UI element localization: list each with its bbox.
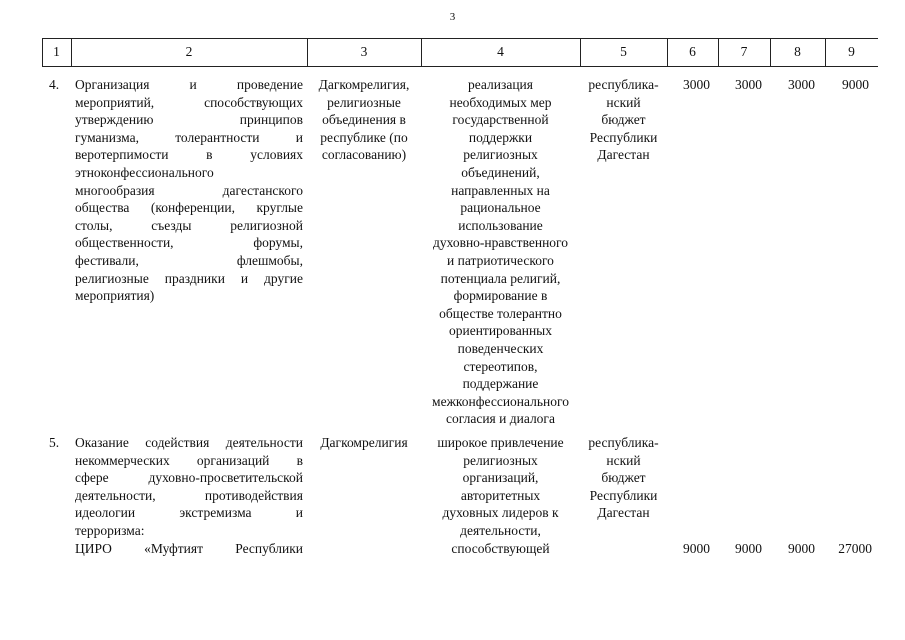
- text-line: ориентированных: [448, 323, 553, 339]
- text-line: гуманизма, толерантности и: [75, 129, 303, 145]
- text-line: рациональное: [460, 200, 541, 216]
- executor: [309, 434, 419, 452]
- text-line: религиозных: [463, 452, 538, 468]
- text-line: поведенческих: [457, 340, 544, 356]
- text-line: Дагкомрелигия: [320, 435, 408, 450]
- amount-cell: 9000: [735, 541, 762, 556]
- amount-cell: 9000: [683, 541, 710, 556]
- text-line: необходимых мер: [449, 94, 552, 110]
- text-line: межконфессионального: [432, 393, 569, 409]
- text-line: Республики: [589, 487, 658, 503]
- text-line: республике (по: [320, 129, 408, 145]
- text-line: организаций,: [462, 470, 539, 486]
- text-line: формирование в: [453, 288, 548, 304]
- header-cell: 8: [794, 44, 801, 59]
- text-line: Дагестан: [597, 147, 650, 163]
- executor: [309, 76, 419, 164]
- amount-cell: 9000: [842, 77, 869, 92]
- text-line: идеологии экстремизма и: [75, 505, 303, 521]
- text-line: религиозные: [327, 94, 401, 110]
- text-line: религиозные праздники и другие: [75, 270, 303, 286]
- expected-result: [421, 76, 580, 428]
- text-line: нский: [606, 94, 641, 110]
- text-line: мероприятия): [75, 288, 155, 304]
- text-line: бюджет: [601, 470, 646, 486]
- text-line: республика-: [588, 77, 659, 92]
- text-line: фестивали, флешмобы,: [75, 252, 303, 268]
- activity-description: [75, 76, 303, 305]
- text-line: терроризма:: [75, 522, 145, 538]
- text-line: нский: [606, 452, 641, 468]
- header-cell: 9: [848, 44, 855, 59]
- text-line: согласия и диалога: [446, 411, 555, 427]
- text-line: столы, съезды религиозной: [75, 217, 303, 233]
- text-line: согласованию): [321, 147, 407, 163]
- text-line: авторитетных: [460, 487, 541, 503]
- text-line: Дагкомрелигия,: [318, 77, 410, 92]
- row-number: 5.: [49, 435, 60, 450]
- text-line: сфере духовно-просветительской: [75, 470, 303, 486]
- text-line: использование: [458, 217, 543, 233]
- text-line: веротерпимости в условиях: [75, 147, 303, 163]
- text-line: и патриотического: [447, 252, 554, 268]
- header-cell: 5: [620, 44, 627, 59]
- text-line: мероприятий, способствующих: [75, 94, 303, 110]
- text-line: некоммерческих организаций в: [75, 452, 303, 468]
- text-line: объединений,: [461, 164, 540, 180]
- text-line: поддержки: [468, 129, 533, 145]
- table-top-border: [42, 38, 878, 39]
- text-line: этноконфессионального: [75, 164, 214, 180]
- header-cell: 3: [360, 44, 368, 59]
- expected-result: [421, 434, 580, 557]
- text-line: способствующей: [451, 540, 550, 556]
- amount-cell: 3000: [735, 77, 762, 92]
- text-line: широкое привлечение: [437, 435, 564, 450]
- text-line: потенциала религий,: [440, 270, 561, 286]
- text-line: Дагестан: [597, 505, 650, 521]
- text-line: духовных лидеров к: [442, 505, 559, 521]
- text-line: обществе толерантно: [439, 305, 562, 321]
- amount-cell: 3000: [788, 77, 815, 92]
- header-cell: 1: [53, 44, 60, 59]
- page-number: 3: [449, 11, 456, 23]
- amount-cell: 9000: [788, 541, 815, 556]
- text-line: общественности, форумы,: [75, 235, 303, 251]
- row-number: 4.: [49, 77, 60, 92]
- text-line: деятельности,: [460, 522, 541, 538]
- header-cell: 7: [740, 44, 748, 59]
- text-line: утверждению принципов: [75, 112, 303, 128]
- text-line: религиозных: [463, 147, 538, 163]
- text-line: стереотипов,: [463, 358, 538, 374]
- text-line: ЦИРО «Муфтият Республики: [75, 540, 303, 556]
- header-bottom-border: [42, 66, 878, 67]
- text-line: поддержание: [462, 376, 539, 392]
- header-cell: 6: [689, 44, 696, 59]
- amount-cell: 3000: [683, 77, 710, 92]
- text-line: бюджет: [601, 112, 646, 128]
- text-line: государственной: [452, 112, 549, 128]
- text-line: общества (конференции, круглые: [75, 200, 303, 216]
- text-line: Оказание содействия деятельности: [75, 435, 303, 450]
- activity-description: [75, 434, 303, 557]
- funding-source: [582, 434, 665, 522]
- text-line: республика-: [588, 435, 659, 450]
- text-line: духовно-нравственного: [432, 235, 569, 251]
- header-cell: 2: [185, 44, 193, 59]
- text-line: объединения в: [322, 112, 406, 128]
- text-line: направленных на: [451, 182, 550, 198]
- text-line: Организация и проведение: [75, 77, 303, 92]
- text-line: Республики: [589, 129, 658, 145]
- amount-cell: 27000: [838, 541, 872, 556]
- text-line: многообразия дагестанского: [75, 182, 303, 198]
- funding-source: [582, 76, 665, 164]
- text-line: реализация: [468, 77, 533, 92]
- text-line: деятельности, противодействия: [75, 487, 303, 503]
- header-cell: 4: [497, 44, 504, 59]
